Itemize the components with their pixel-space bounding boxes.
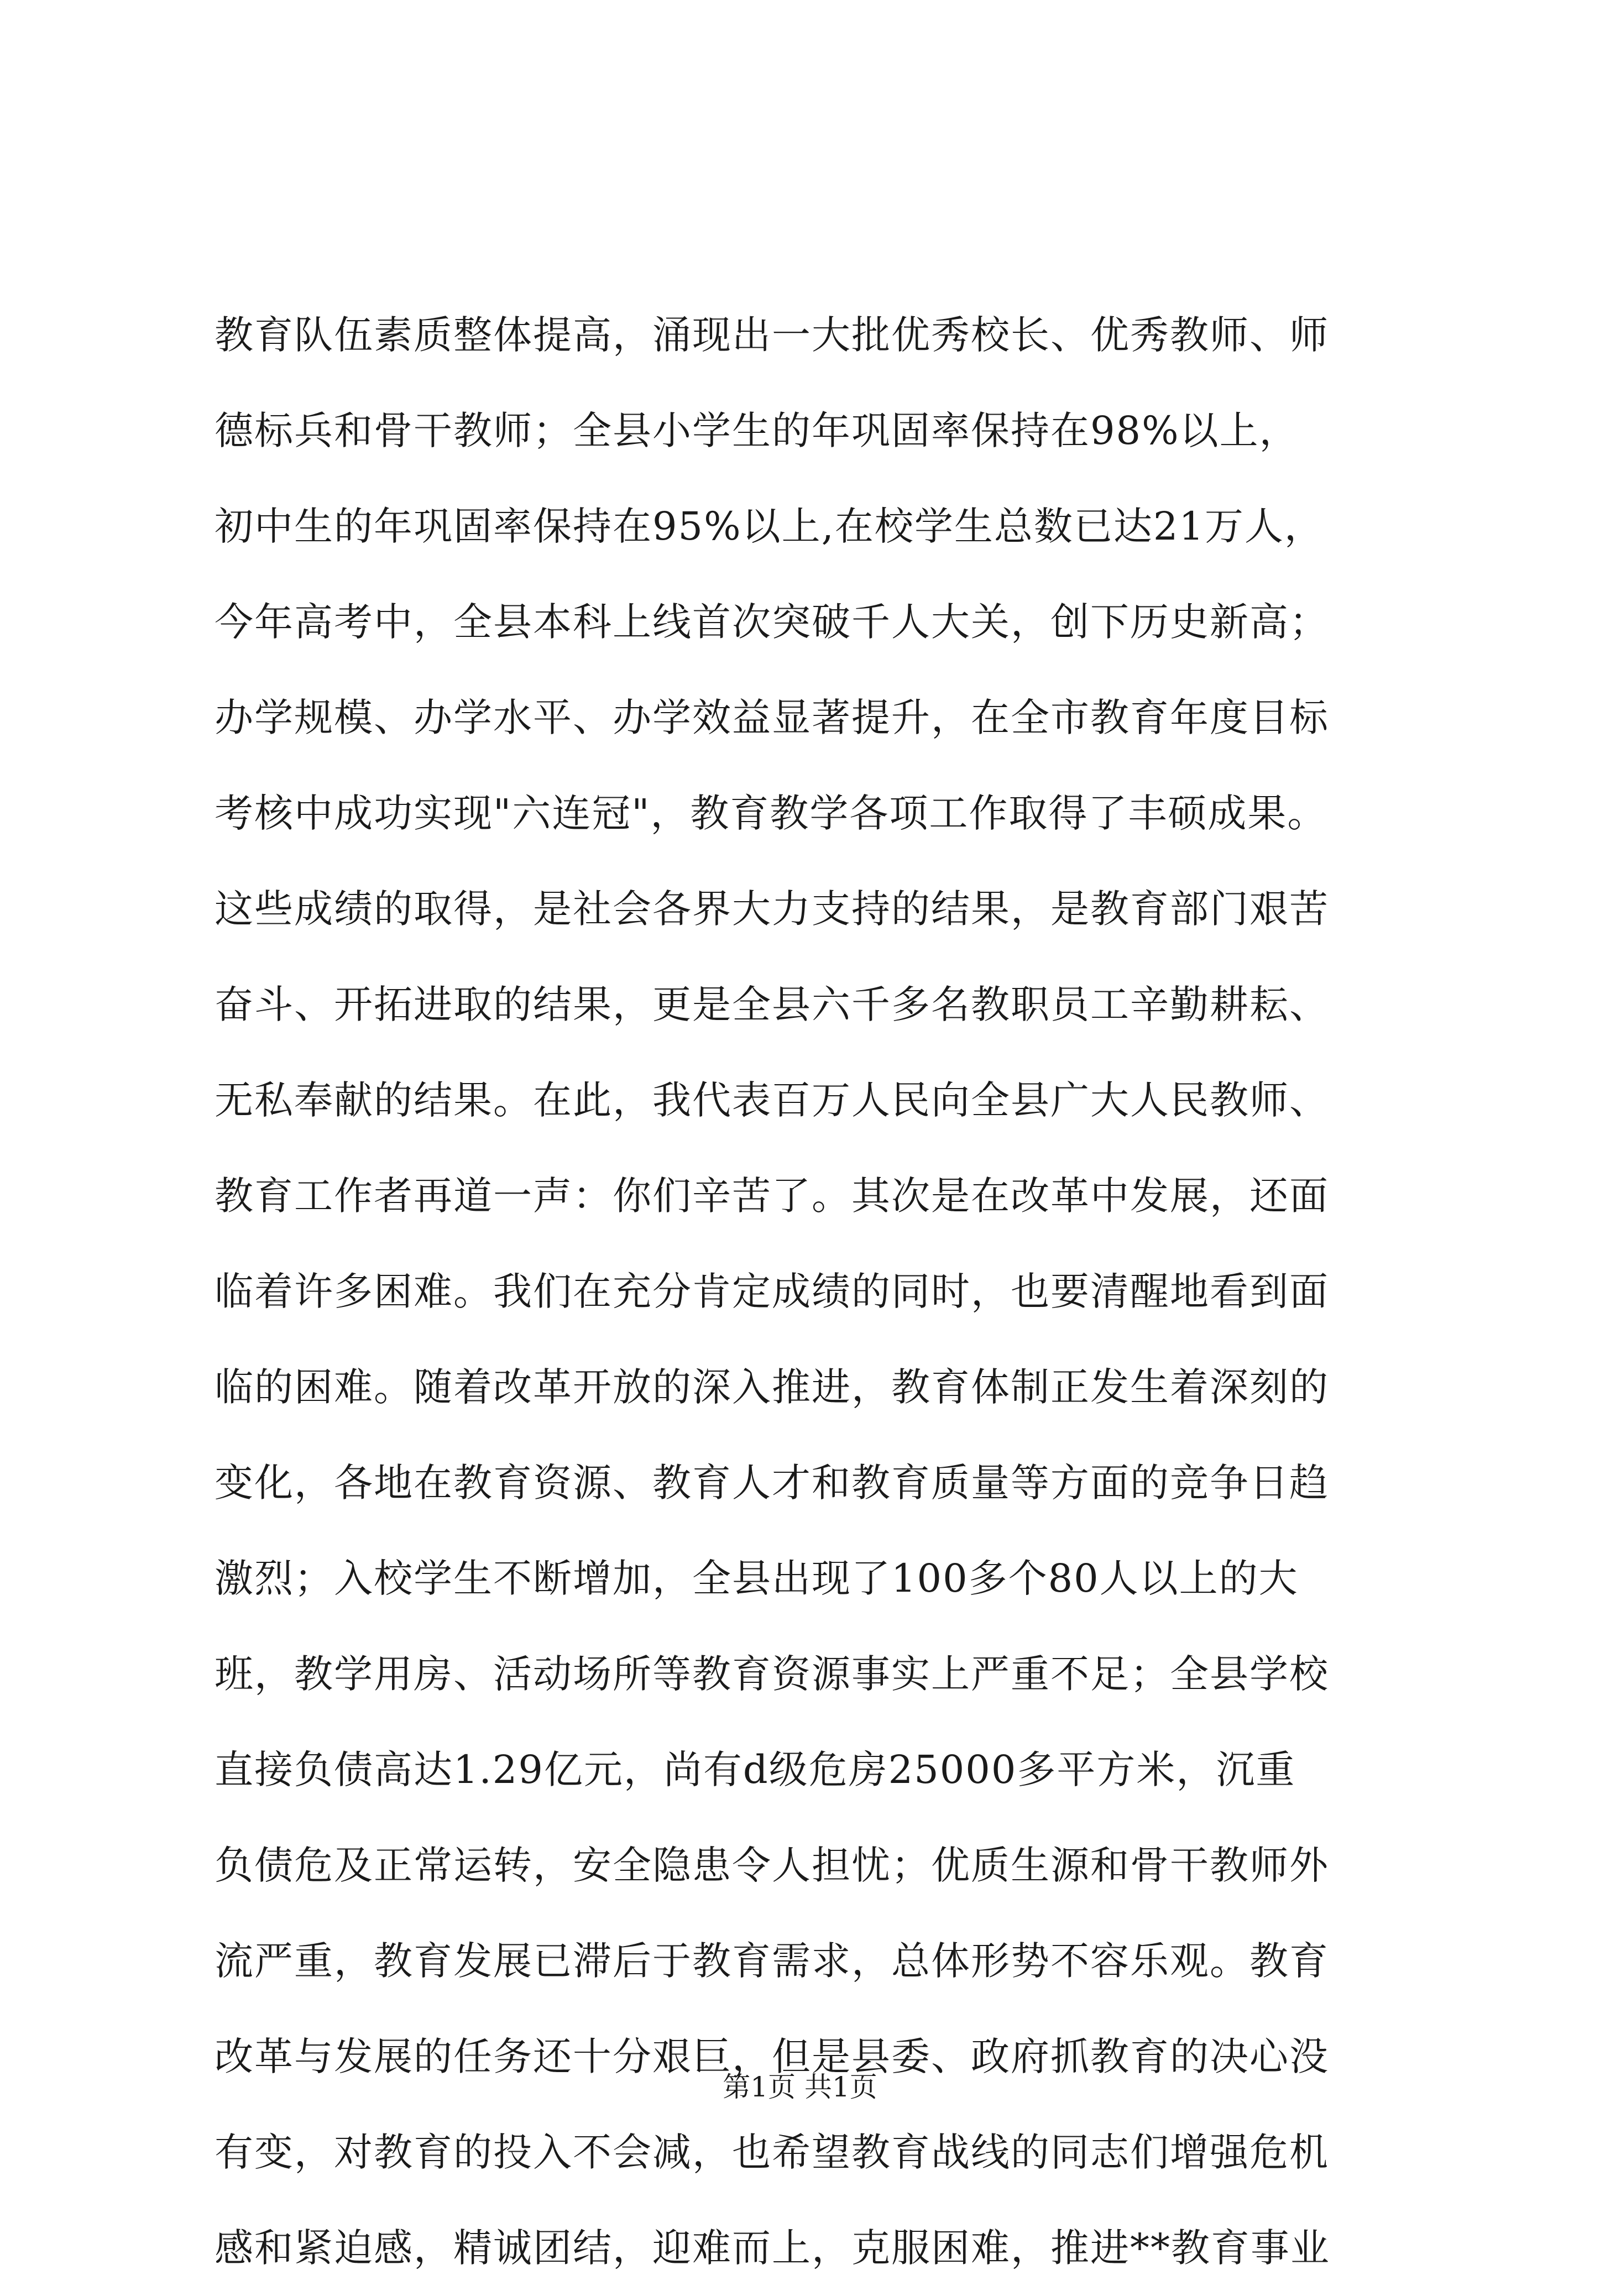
page-number-label: 第1页 共1页	[723, 2071, 877, 2103]
text-line: 教育队伍素质整体提高，涌现出一大批优秀校长、优秀教师、师	[215, 312, 1329, 358]
text-line: 改革与发展的任务还十分艰巨，但是县委、政府抓教育的决心没	[215, 2034, 1329, 2079]
text-line: 流严重，教育发展已滞后于教育需求，总体形势不容乐观。教育	[215, 1938, 1329, 1984]
text-line: 变化，各地在教育资源、教育人才和教育质量等方面的竞争日趋	[215, 1460, 1329, 1505]
text-line: 班，教学用房、活动场所等教育资源事实上严重不足；全县学校	[215, 1651, 1329, 1697]
page-footer	[0, 2068, 1600, 2106]
text-line: 直接负债高达1.29亿元，尚有d级危房25000多平方米，沉重	[215, 1747, 1296, 1792]
text-line: 有变，对教育的投入不会减，也希望教育战线的同志们增强危机	[215, 2130, 1329, 2175]
text-line: 无私奉献的结果。在此，我代表百万人民向全县广大人民教师、	[215, 1078, 1329, 1123]
text-line: 奋斗、开拓进取的结果，更是全县六千多名教职员工辛勤耕耘、	[215, 982, 1329, 1027]
text-line: 感和紧迫感，精诚团结，迎难而上，克服困难，推进**教育事业	[215, 2225, 1330, 2271]
text-line: 德标兵和骨干教师；全县小学生的年巩固率保持在98%以上，	[215, 408, 1299, 453]
text-line: 临着许多困难。我们在充分肯定成绩的同时，也要清醒地看到面	[215, 1269, 1329, 1314]
text-line: 临的困难。随着改革开放的深入推进，教育体制正发生着深刻的	[215, 1364, 1329, 1410]
text-line: 激烈；入校学生不断增加，全县出现了100多个80人以上的大	[215, 1556, 1299, 1601]
text-line: 这些成绩的取得，是社会各界大力支持的结果，是教育部门艰苦	[215, 886, 1329, 932]
text-line: 初中生的年巩固率保持在95%以上,在校学生总数已达21万人，	[215, 504, 1324, 549]
body-text	[215, 287, 1409, 2296]
text-line: 考核中成功实现"六连冠"，教育教学各项工作取得了丰硕成果。	[215, 791, 1327, 836]
text-line: 负债危及正常运转，安全隐患令人担忧；优质生源和骨干教师外	[215, 1843, 1329, 1888]
text-line: 今年高考中，全县本科上线首次突破千人大关，创下历史新高；	[215, 599, 1329, 645]
text-line: 办学规模、办学水平、办学效益显著提升，在全市教育年度目标	[215, 695, 1329, 740]
text-line: 教育工作者再道一声：你们辛苦了。其次是在改革中发展，还面	[215, 1173, 1329, 1218]
